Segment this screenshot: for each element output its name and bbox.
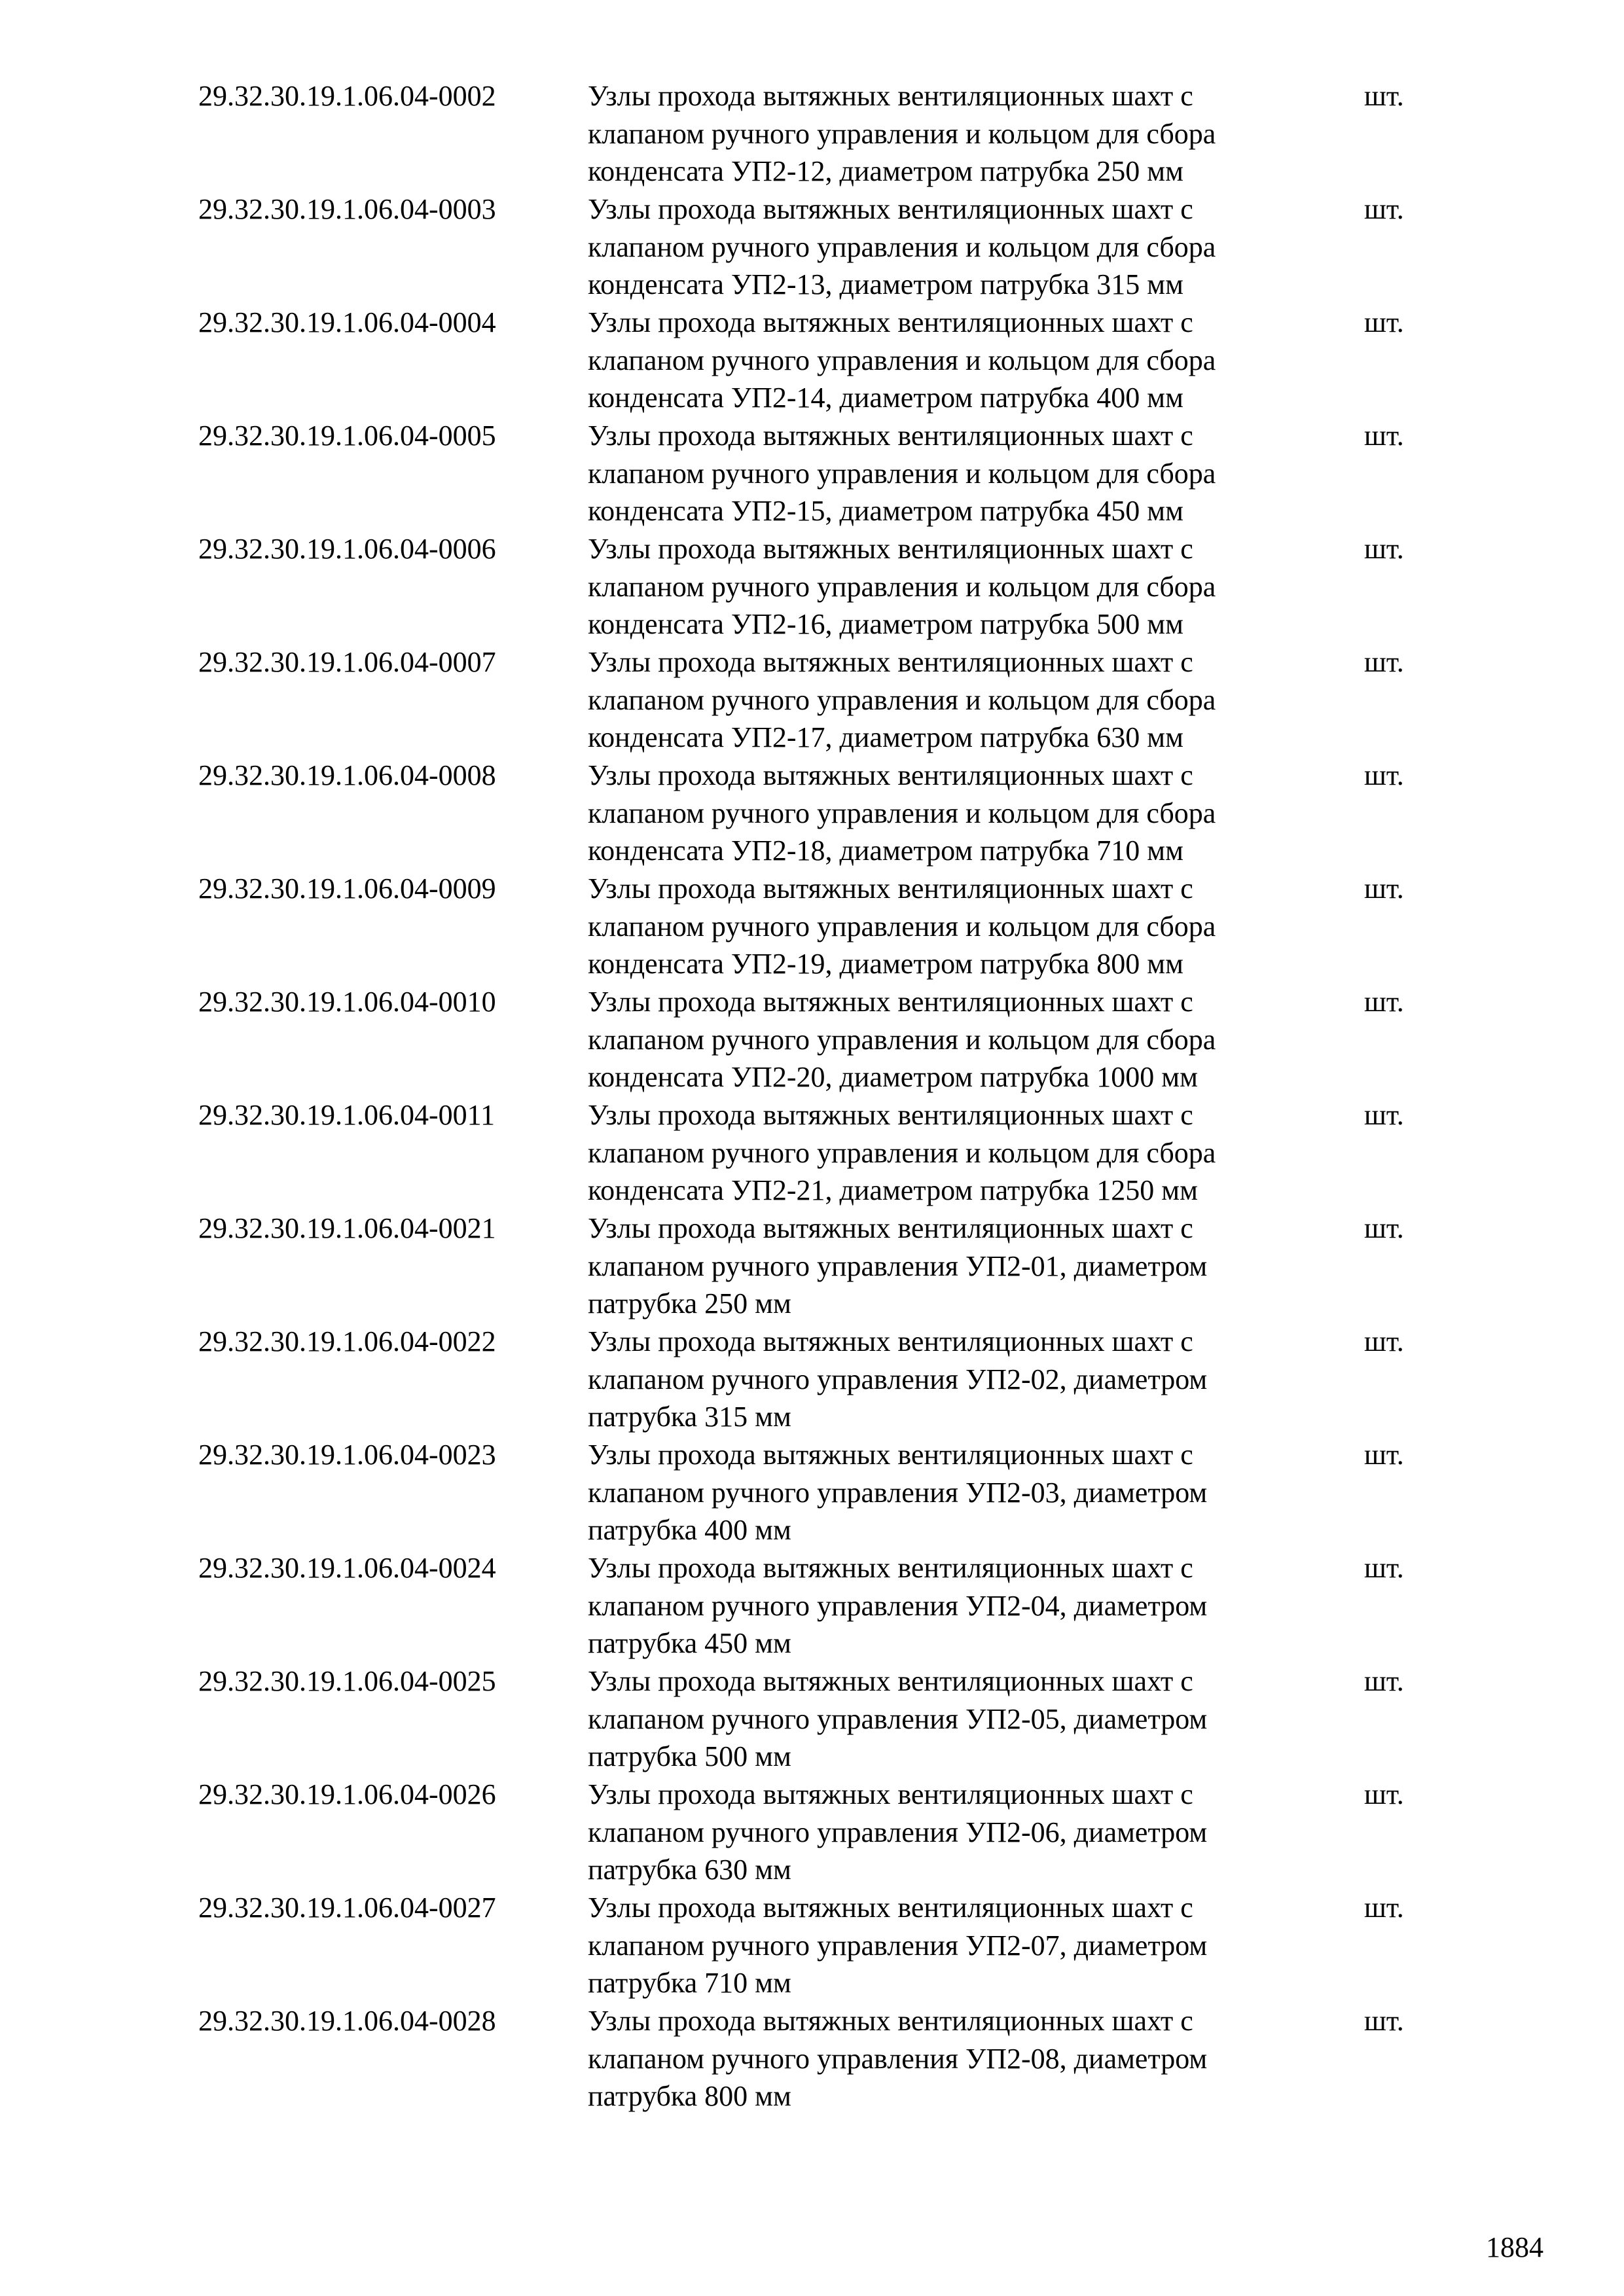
item-description [588, 304, 1360, 417]
list-item [0, 757, 1624, 870]
item-unit: шт. [1364, 1552, 1404, 1584]
item-description [588, 1210, 1360, 1323]
description-line: Узлы прохода вытяжных вентиляционных шахт с [588, 872, 1193, 905]
description-line: клапаном ручного управления УП2-02, диаметром [588, 1363, 1208, 1395]
item-description [588, 870, 1360, 983]
description-line: клапаном ручного управления и кольцом для сбора [588, 797, 1216, 829]
description-line: конденсата УП2-12, диаметром патрубка 250 мм [588, 155, 1183, 187]
description-line: Узлы прохода вытяжных вентиляционных шахт с [588, 1892, 1193, 1924]
item-unit: шт. [1364, 1665, 1404, 1697]
list-item [0, 1776, 1624, 1889]
list-item [0, 1210, 1624, 1323]
list-item [0, 77, 1624, 190]
item-description [588, 77, 1360, 190]
item-unit: шт. [1364, 1212, 1404, 1244]
item-unit: шт. [1364, 533, 1404, 565]
description-line: конденсата УП2-13, диаметром патрубка 315 мм [588, 268, 1183, 300]
description-line: Узлы прохода вытяжных вентиляционных шахт с [588, 80, 1193, 112]
item-description [588, 1096, 1360, 1210]
item-code: 29.32.30.19.1.06.04-0005 [198, 420, 496, 452]
description-line: патрубка 250 мм [588, 1287, 791, 1319]
description-line: клапаном ручного управления УП2-06, диаметром [588, 1816, 1208, 1848]
item-code: 29.32.30.19.1.06.04-0024 [198, 1552, 496, 1584]
item-code: 29.32.30.19.1.06.04-0025 [198, 1665, 496, 1697]
description-line: Узлы прохода вытяжных вентиляционных шахт с [588, 1778, 1193, 1810]
item-code: 29.32.30.19.1.06.04-0008 [198, 759, 496, 791]
list-item [0, 1889, 1624, 2002]
item-unit: шт. [1364, 2005, 1404, 2037]
description-line: клапаном ручного управления УП2-04, диаметром [588, 1589, 1208, 1622]
item-description [588, 983, 1360, 1096]
description-line: клапаном ручного управления и кольцом для сбора [588, 117, 1216, 150]
item-unit: шт. [1364, 1778, 1404, 1810]
list-item [0, 1323, 1624, 1436]
description-line: клапаном ручного управления УП2-01, диаметром [588, 1249, 1208, 1282]
description-line: Узлы прохода вытяжных вентиляционных шахт с [588, 1212, 1193, 1244]
item-code: 29.32.30.19.1.06.04-0027 [198, 1892, 496, 1924]
list-item [0, 643, 1624, 757]
description-line: конденсата УП2-18, диаметром патрубка 710 мм [588, 834, 1183, 867]
item-description [588, 1776, 1360, 1889]
description-line: клапаном ручного управления УП2-05, диаметром [588, 1702, 1208, 1735]
item-code: 29.32.30.19.1.06.04-0010 [198, 986, 496, 1018]
list-item [0, 417, 1624, 530]
description-line: Узлы прохода вытяжных вентиляционных шахт с [588, 533, 1193, 565]
description-line: патрубка 400 мм [588, 1514, 791, 1546]
description-line: Узлы прохода вытяжных вентиляционных шахт с [588, 420, 1193, 452]
item-unit: шт. [1364, 1325, 1404, 1357]
description-line: клапаном ручного управления и кольцом для сбора [588, 1023, 1216, 1056]
item-description [588, 1889, 1360, 2002]
description-line: конденсата УП2-16, диаметром патрубка 500 мм [588, 608, 1183, 640]
list-item [0, 530, 1624, 643]
item-unit: шт. [1364, 306, 1404, 338]
description-line: Узлы прохода вытяжных вентиляционных шахт с [588, 1665, 1193, 1697]
item-code: 29.32.30.19.1.06.04-0004 [198, 306, 496, 338]
description-line: клапаном ручного управления УП2-07, диаметром [588, 1929, 1208, 1962]
description-line: клапаном ручного управления УП2-03, диаметром [588, 1476, 1208, 1509]
description-line: Узлы прохода вытяжных вентиляционных шахт с [588, 1099, 1193, 1131]
item-code: 29.32.30.19.1.06.04-0022 [198, 1325, 496, 1357]
list-item [0, 1549, 1624, 1662]
description-line: конденсата УП2-20, диаметром патрубка 1000 мм [588, 1061, 1198, 1093]
item-description [588, 757, 1360, 870]
description-line: патрубка 630 мм [588, 1854, 791, 1886]
description-line: клапаном ручного управления и кольцом для сбора [588, 1136, 1216, 1169]
item-code: 29.32.30.19.1.06.04-0028 [198, 2005, 496, 2037]
item-description [588, 1549, 1360, 1662]
description-line: клапаном ручного управления УП2-08, диаметром [588, 2042, 1208, 2075]
description-line: патрубка 315 мм [588, 1401, 791, 1433]
item-unit: шт. [1364, 1099, 1404, 1131]
description-line: Узлы прохода вытяжных вентиляционных шахт с [588, 1439, 1193, 1471]
description-line: Узлы прохода вытяжных вентиляционных шахт с [588, 986, 1193, 1018]
item-unit: шт. [1364, 872, 1404, 905]
description-line: клапаном ручного управления и кольцом для сбора [588, 683, 1216, 716]
item-description [588, 2002, 1360, 2115]
description-line: конденсата УП2-21, диаметром патрубка 1250 мм [588, 1174, 1198, 1206]
item-unit: шт. [1364, 1892, 1404, 1924]
description-line: конденсата УП2-19, диаметром патрубка 800 мм [588, 948, 1183, 980]
item-code: 29.32.30.19.1.06.04-0011 [198, 1099, 496, 1131]
item-description [588, 643, 1360, 757]
item-description [588, 417, 1360, 530]
list-item [0, 2002, 1624, 2115]
description-line: конденсата УП2-14, диаметром патрубка 400 мм [588, 382, 1183, 414]
page-number: 1884 [1486, 2231, 1543, 2263]
description-line: патрубка 800 мм [588, 2080, 791, 2112]
item-unit: шт. [1364, 646, 1404, 678]
description-line: Узлы прохода вытяжных вентиляционных шахт с [588, 1325, 1193, 1357]
description-line: клапаном ручного управления и кольцом для сбора [588, 230, 1216, 263]
list-item [0, 304, 1624, 417]
description-line: патрубка 450 мм [588, 1627, 791, 1659]
description-line: конденсата УП2-17, диаметром патрубка 630 мм [588, 721, 1183, 753]
list-item [0, 983, 1624, 1096]
item-code: 29.32.30.19.1.06.04-0021 [198, 1212, 496, 1244]
price-list [0, 77, 1624, 2115]
description-line: Узлы прохода вытяжных вентиляционных шахт с [588, 193, 1193, 225]
item-description [588, 1323, 1360, 1436]
list-item [0, 1662, 1624, 1776]
list-item [0, 870, 1624, 983]
description-line: Узлы прохода вытяжных вентиляционных шахт с [588, 759, 1193, 791]
item-code: 29.32.30.19.1.06.04-0007 [198, 646, 496, 678]
item-code: 29.32.30.19.1.06.04-0023 [198, 1439, 496, 1471]
list-item [0, 190, 1624, 304]
item-description [588, 530, 1360, 643]
description-line: Узлы прохода вытяжных вентиляционных шахт с [588, 2005, 1193, 2037]
item-code: 29.32.30.19.1.06.04-0009 [198, 872, 496, 905]
item-unit: шт. [1364, 420, 1404, 452]
item-unit: шт. [1364, 986, 1404, 1018]
item-code: 29.32.30.19.1.06.04-0003 [198, 193, 496, 225]
description-line: Узлы прохода вытяжных вентиляционных шахт с [588, 306, 1193, 338]
description-line: клапаном ручного управления и кольцом для сбора [588, 570, 1216, 603]
item-unit: шт. [1364, 193, 1404, 225]
description-line: патрубка 500 мм [588, 1740, 791, 1772]
list-item [0, 1436, 1624, 1549]
item-description [588, 1662, 1360, 1776]
item-unit: шт. [1364, 759, 1404, 791]
item-code: 29.32.30.19.1.06.04-0006 [198, 533, 496, 565]
description-line: клапаном ручного управления и кольцом для сбора [588, 910, 1216, 942]
item-unit: шт. [1364, 80, 1404, 112]
description-line: Узлы прохода вытяжных вентиляционных шахт с [588, 1552, 1193, 1584]
item-description [588, 190, 1360, 304]
description-line: клапаном ручного управления и кольцом для сбора [588, 457, 1216, 490]
item-code: 29.32.30.19.1.06.04-0026 [198, 1778, 496, 1810]
description-line: патрубка 710 мм [588, 1967, 791, 1999]
item-code: 29.32.30.19.1.06.04-0002 [198, 80, 496, 112]
item-unit: шт. [1364, 1439, 1404, 1471]
description-line: конденсата УП2-15, диаметром патрубка 450 мм [588, 495, 1183, 527]
item-description [588, 1436, 1360, 1549]
description-line: клапаном ручного управления и кольцом для сбора [588, 344, 1216, 376]
description-line: Узлы прохода вытяжных вентиляционных шахт с [588, 646, 1193, 678]
list-item [0, 1096, 1624, 1210]
